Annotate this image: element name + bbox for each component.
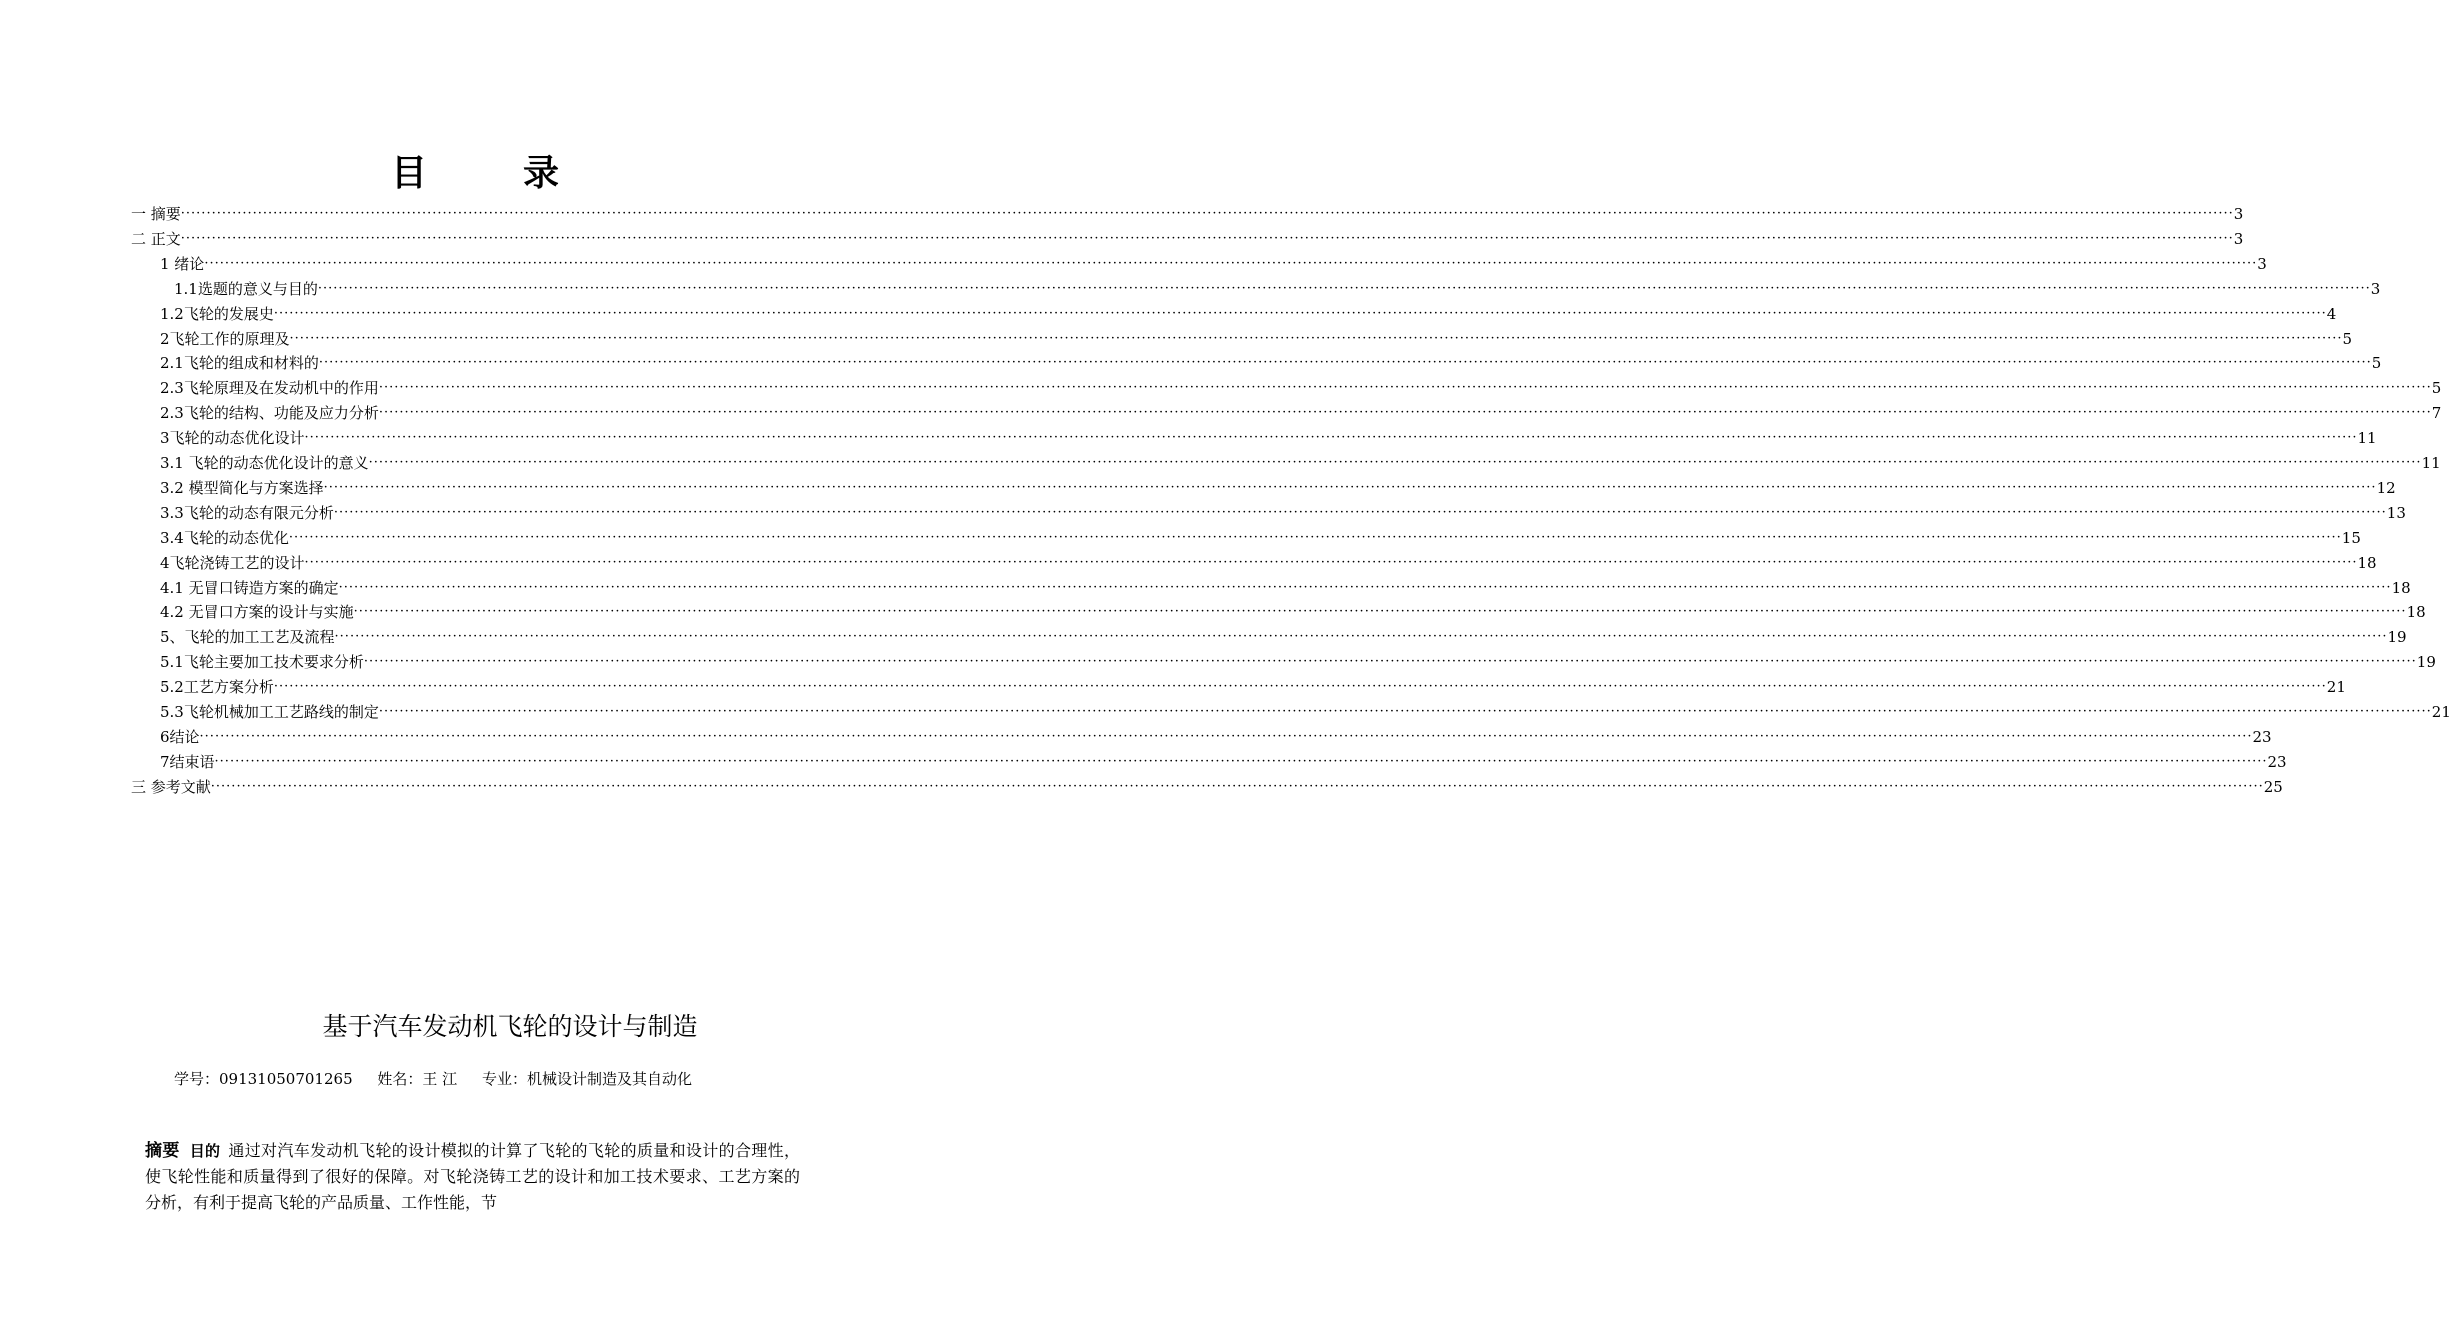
author-info: [174, 1068, 712, 1090]
author-name: 姓名：王 江: [377, 1070, 458, 1088]
toc-leader-dots: ················································································································································································································································································································································································································: [323, 479, 2377, 495]
toc-entry[interactable]: [131, 224, 2244, 248]
toc-leader-dots: ················································································································································································································································································································································································································: [273, 679, 2327, 695]
toc-entry[interactable]: [160, 423, 2377, 448]
purpose-label: 目的: [189, 1142, 221, 1160]
toc-entry-label: 4.1 无冒口铸造方案的确定: [160, 578, 339, 597]
toc-entry-label: 3.4飞轮的动态优化: [160, 528, 289, 547]
toc-entry[interactable]: [160, 299, 2337, 323]
toc-leader-dots: ················································································································································································································································································································································································································: [214, 753, 2268, 769]
student-id: 学号：09131050701265: [174, 1070, 353, 1088]
toc-entry[interactable]: [160, 672, 2346, 697]
toc-leader-dots: ················································································································································································································································································································································································································: [180, 206, 2234, 221]
toc-entry-page: 3: [2257, 254, 2267, 273]
toc-leader-dots: ················································································································································································································································································································································································································: [317, 280, 2371, 296]
toc-entry[interactable]: [131, 772, 2283, 796]
toc-entry-page: 18: [2406, 603, 2426, 622]
toc-leader-dots: ················································································································································································································································································································································································································: [273, 305, 2327, 321]
article-title: 基于汽车发动机飞轮的设计与制造: [322, 1012, 698, 1041]
toc-entry-page: 25: [2263, 777, 2283, 796]
toc-entry-label: 3.1 飞轮的动态优化设计的意义: [160, 454, 369, 472]
toc-leader-dots: ················································································································································································································································································································································································································: [289, 330, 2343, 346]
toc-leader-dots: ················································································································································································································································································································································································································: [378, 380, 2432, 396]
toc-entry-page: 3: [2233, 229, 2244, 248]
toc-entry-label: 4.2 无冒口方案的设计与实施: [160, 603, 354, 622]
toc-entry-page: 23: [2267, 752, 2287, 771]
toc-entry-page: 19: [2416, 653, 2436, 672]
toc-entry[interactable]: [160, 697, 2451, 721]
toc-entry[interactable]: [131, 199, 2244, 223]
toc-entry-label: 1.2飞轮的发展史: [160, 304, 274, 323]
toc-entry-label: 2.3飞轮的结构、功能及应力分析: [160, 404, 379, 423]
toc-leader-dots: ················································································································································································································································································································································································································: [304, 430, 2358, 446]
toc-entry[interactable]: [160, 647, 2436, 672]
toc-leader-dots: ················································································································································································································································································································································································································: [378, 405, 2432, 421]
toc-entry-label: 5.1飞轮主要加工技术要求分析: [160, 653, 364, 672]
toc-leader-dots: ················································································································································································································································································································································································································: [204, 255, 2258, 271]
toc-leader-dots: ················································································································································································································································································································································································································: [363, 654, 2417, 670]
toc-leader-dots: ················································································································································································································································································································································································································: [288, 529, 2342, 545]
toc-entry-label: 5.2工艺方案分析: [160, 678, 274, 697]
toc-entry-page: 11: [2421, 454, 2441, 472]
toc-entry[interactable]: [160, 373, 2442, 398]
toc-leader-dots: ················································································································································································································································································································································································································: [368, 455, 2422, 470]
toc-entry-page: 21: [2326, 678, 2346, 697]
toc-leader-dots: ················································································································································································································································································································································································································: [180, 230, 2234, 246]
toc-entry-label: 2飞轮工作的原理及: [160, 329, 290, 348]
toc-entry-page: 5: [2371, 354, 2382, 373]
toc-entry-page: 23: [2252, 727, 2272, 746]
toc-entry[interactable]: [160, 473, 2396, 497]
toc-entry-page: 21: [2431, 703, 2451, 721]
toc-leader-dots: ················································································································································································································································································································································································································: [210, 778, 2264, 794]
toc-leader-dots: ················································································································································································································································································································································································································: [338, 579, 2392, 595]
toc-entry-label: 2.3飞轮原理及在发动机中的作用: [160, 379, 379, 398]
toc-entry[interactable]: [160, 249, 2267, 273]
toc-entry[interactable]: [160, 722, 2272, 746]
author-major: 专业：机械设计制造及其自动化: [481, 1070, 692, 1088]
toc-entry-label: 5.3飞轮机械加工工艺路线的制定: [160, 703, 379, 721]
toc-entry[interactable]: [160, 498, 2406, 522]
toc-entry[interactable]: [160, 523, 2361, 547]
abstract-text: 通过对汽车发动机飞轮的设计模拟的计算了飞轮的飞轮的质量和设计的合理性，使飞轮性能和质量得到了很好的保障。对飞轮浇铸工艺的设计和加工技术要求、工艺方案的分析，有利于提高飞轮的产品质量、工作性能，节: [145, 1141, 800, 1212]
toc-title: 目录: [390, 153, 655, 194]
toc-entry-page: 12: [2376, 478, 2396, 497]
toc-entry-label: 1.1选题的意义与目的: [174, 279, 318, 298]
toc-entry-page: 3: [2370, 279, 2381, 298]
toc-entry-page: 5: [2342, 329, 2353, 348]
toc-entry-page: 11: [2357, 429, 2377, 448]
toc-entry-page: 18: [2391, 578, 2411, 597]
toc-entry-page: 7: [2431, 404, 2442, 423]
toc-entry-label: 2.1飞轮的组成和材料的: [160, 354, 319, 373]
toc-entry[interactable]: [160, 398, 2442, 423]
toc-entry-page: 13: [2386, 503, 2406, 522]
abstract-paragraph: [145, 1138, 800, 1216]
toc-entry[interactable]: [160, 597, 2426, 622]
toc-entry-label: 3.3飞轮的动态有限元分析: [160, 503, 334, 522]
toc-entry-label: 6结论: [160, 727, 200, 746]
toc-entry[interactable]: [160, 747, 2287, 771]
toc-entry[interactable]: [160, 324, 2353, 348]
toc-entry[interactable]: [160, 448, 2441, 472]
toc-leader-dots: ················································································································································································································································································································································································································: [333, 504, 2387, 520]
toc-entry-page: 4: [2326, 304, 2337, 323]
toc-leader-dots: ················································································································································································································································································································································································································: [334, 629, 2388, 645]
toc-entry[interactable]: [160, 573, 2411, 597]
toc-entry-label: 4飞轮浇铸工艺的设计: [160, 553, 305, 572]
toc-entry-label: 一 摘要: [131, 205, 181, 223]
toc-entry-label: 3.2 模型简化与方案选择: [160, 478, 324, 497]
toc-entry-label: 三 参考文献: [131, 777, 211, 796]
toc-entry[interactable]: [160, 548, 2377, 572]
toc-entry[interactable]: [174, 274, 2381, 298]
toc-entry-page: 5: [2431, 379, 2442, 398]
toc-leader-dots: ················································································································································································································································································································································································································: [304, 554, 2358, 570]
toc-entry-label: 二 正文: [131, 229, 181, 248]
toc-entry-page: 3: [2233, 205, 2244, 223]
toc-entry-page: 18: [2357, 553, 2377, 572]
toc-entry-page: 19: [2387, 628, 2407, 647]
toc-leader-dots: ················································································································································································································································································································································································································: [353, 604, 2407, 620]
toc-leader-dots: ················································································································································································································································································································································································································: [199, 728, 2253, 744]
toc-entry-label: 7结束语: [160, 752, 215, 771]
toc-leader-dots: ················································································································································································································································································································································································································: [318, 355, 2372, 371]
toc-entry[interactable]: [160, 348, 2382, 373]
toc-entry-label: 5、飞轮的加工工艺及流程: [160, 628, 335, 647]
toc-entry-label: 1 绪论: [160, 254, 205, 273]
toc-leader-dots: ················································································································································································································································································································································································································: [378, 704, 2432, 719]
abstract-label: 摘要: [145, 1141, 180, 1161]
toc-entry[interactable]: [160, 622, 2407, 647]
toc-entry-label: 3飞轮的动态优化设计: [160, 429, 305, 448]
toc-entry-page: 15: [2341, 528, 2361, 547]
